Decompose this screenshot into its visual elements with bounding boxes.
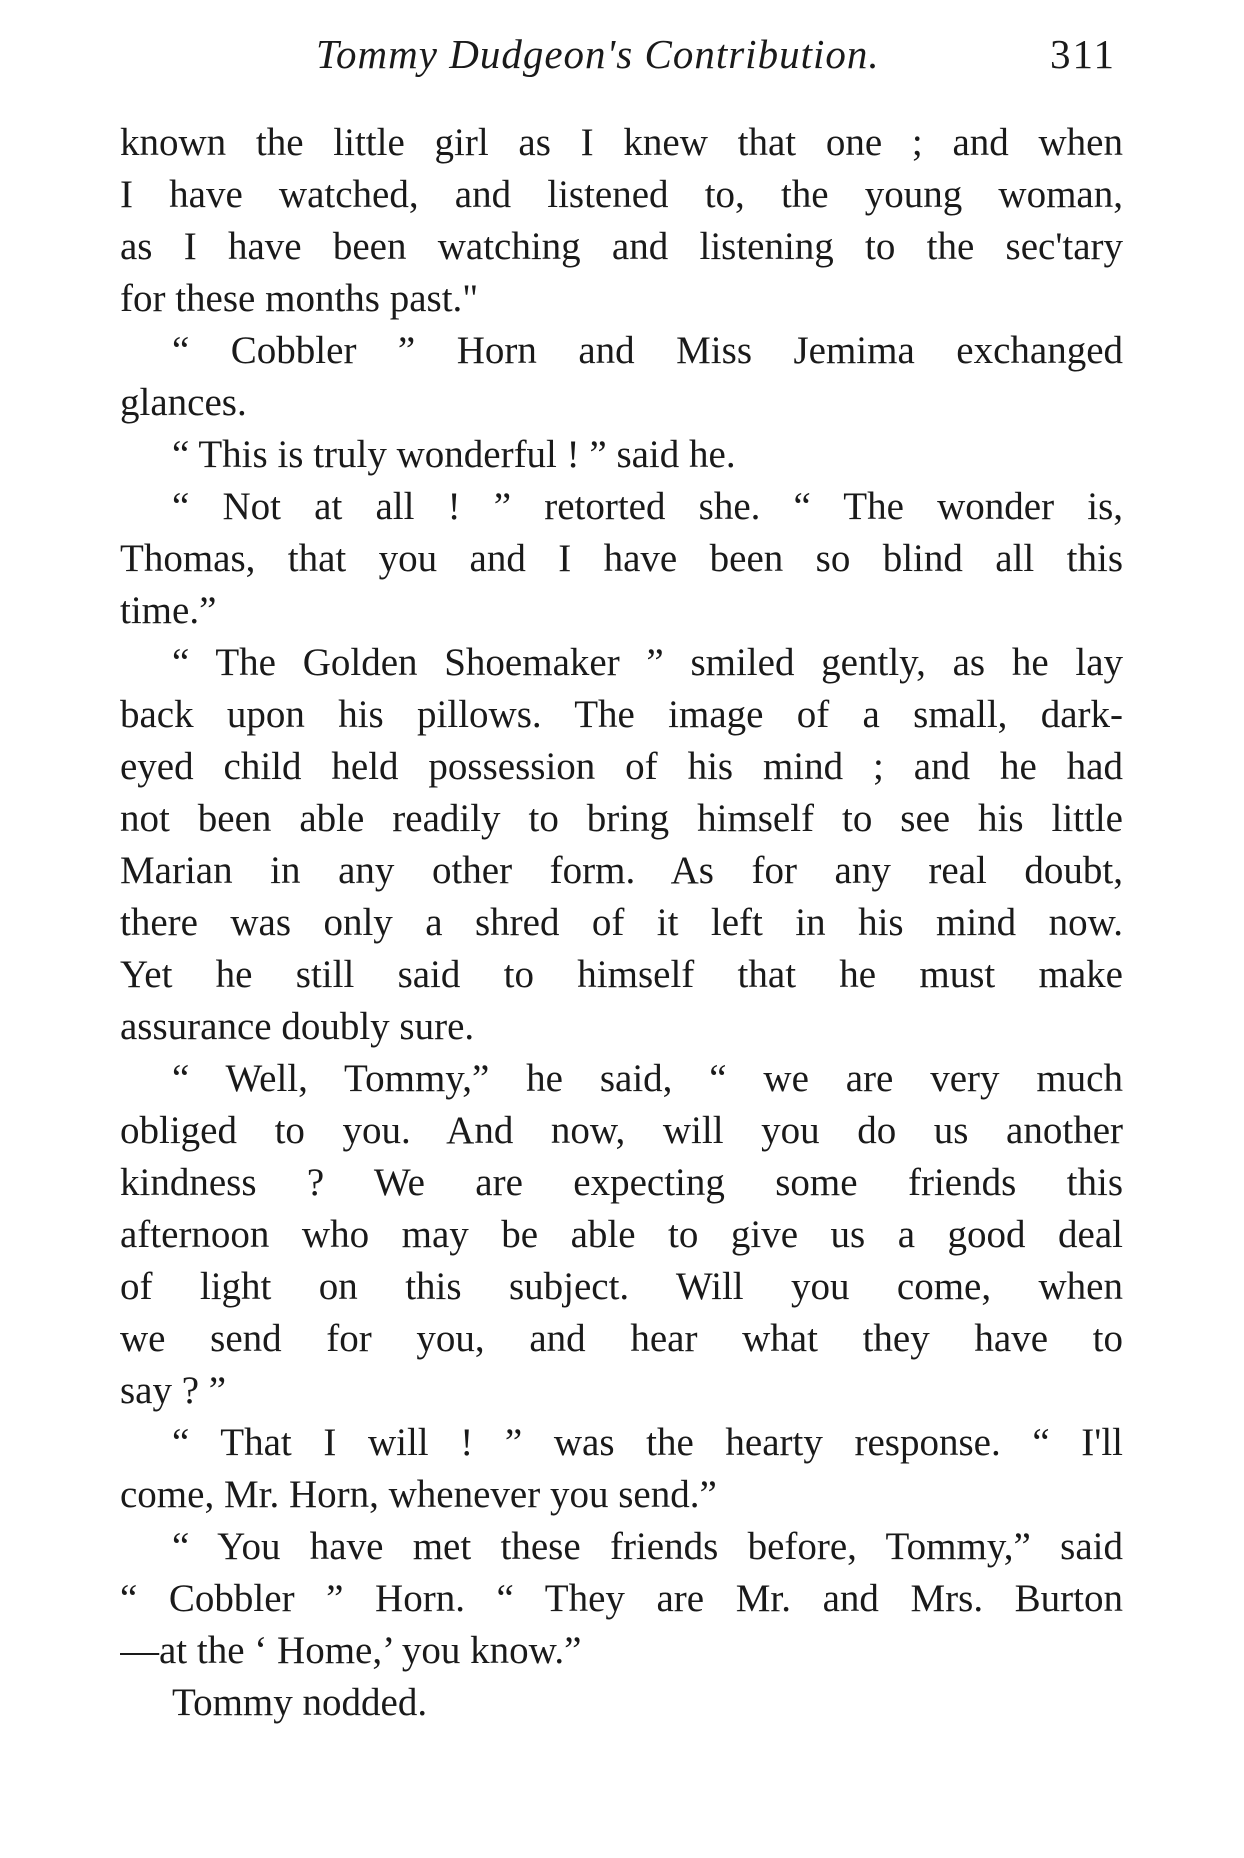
text-line: back upon his pillows. The image of a small, dark-	[120, 693, 1123, 736]
text-line: time.”	[120, 589, 217, 632]
text-line: for these months past."	[120, 277, 479, 320]
text-line: glances.	[120, 381, 247, 424]
text-line: “ Cobbler ” Horn and Miss Jemima exchanged	[172, 329, 1123, 372]
text-line: “ Cobbler ” Horn. “ They are Mr. and Mrs. Burton	[120, 1577, 1123, 1620]
page-number: 311	[1050, 31, 1116, 77]
text-line: “ Not at all ! ” retorted she. “ The wonder is,	[172, 485, 1123, 528]
text-line: “ Well, Tommy,” he said, “ we are very much	[172, 1057, 1123, 1100]
text-line: assurance doubly sure.	[120, 1005, 475, 1048]
text-line: I have watched, and listened to, the young woman,	[120, 173, 1123, 216]
text-line: say ? ”	[120, 1369, 227, 1412]
text-line: as I have been watching and listening to the sec'tary	[120, 225, 1123, 268]
text-line: Tommy nodded.	[172, 1681, 428, 1724]
text-line: come, Mr. Horn, whenever you send.”	[120, 1473, 717, 1516]
text-line: there was only a shred of it left in his mind now.	[120, 901, 1123, 944]
text-line: Thomas, that you and I have been so blind all this	[120, 537, 1123, 580]
text-line: eyed child held possession of his mind ; and he had	[120, 745, 1123, 788]
text-line: “ The Golden Shoemaker ” smiled gently, as he lay	[172, 641, 1123, 684]
text-line: kindness ? We are expecting some friends this	[120, 1161, 1123, 1204]
text-line: Marian in any other form. As for any real doubt,	[120, 849, 1123, 892]
text-line: “ That I will ! ” was the hearty response. “ I'll	[172, 1421, 1123, 1464]
text-line: Yet he still said to himself that he must make	[120, 953, 1123, 996]
text-line: obliged to you. And now, will you do us another	[120, 1109, 1123, 1152]
text-line: we send for you, and hear what they have to	[120, 1317, 1123, 1360]
text-line: not been able readily to bring himself to see his little	[120, 797, 1123, 840]
running-title: Tommy Dudgeon's Contribution.	[316, 31, 880, 77]
text-line: —at the ‘ Home,’ you know.”	[120, 1629, 582, 1672]
text-line: known the little girl as I knew that one ; and when	[120, 121, 1123, 164]
text-line: “ This is truly wonderful ! ” said he.	[172, 433, 736, 476]
text-line: afternoon who may be able to give us a good deal	[120, 1213, 1123, 1256]
text-body	[120, 117, 1123, 1729]
text-line: of light on this subject. Will you come, when	[120, 1265, 1123, 1308]
text-line: “ You have met these friends before, Tommy,” said	[172, 1525, 1123, 1568]
running-head	[0, 24, 1244, 84]
